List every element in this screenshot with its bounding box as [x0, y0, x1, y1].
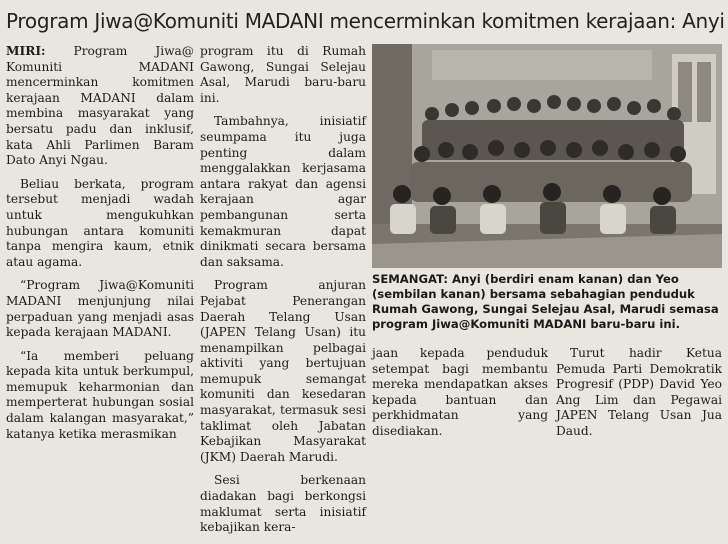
- article-paragraph: “Ia memberi peluang kepada kita untuk berkumpul, memupuk keharmonian dan memperterat hubungan sosial dalam kalangan masyarakat,” katanya ketika merasmikan: [6, 348, 194, 441]
- article-column-4: [556, 346, 722, 448]
- article-paragraph: Turut hadir Ketua Pemuda Parti Demokratik Progresif (PDP) David Yeo Ang Lim dan Pegawai JAPEN Telang Usan Jua Daud.: [556, 346, 722, 438]
- article-paragraph: Beliau berkata, program tersebut menjadi wadah untuk mengukuhkan hubungan antara komuniti tanpa mengira kaum, etnik atau agama.: [6, 176, 194, 269]
- photo-caption: SEMANGAT: Anyi (berdiri enam kanan) dan Yeo (sembilan kanan) bersama sebahagian penduduk Rumah Gawong, Sungai Selejau Asal, Marudi semasa program Jiwa@Komuniti MADANI baru-baru ini.: [372, 272, 719, 331]
- article-paragraph: program itu di Rumah Gawong, Sungai Selejau Asal, Marudi baru-baru ini.: [200, 44, 366, 105]
- headline: Program Jiwa@Komuniti MADANI mencerminkan komitmen kerajaan: Anyi: [6, 9, 725, 33]
- article-column-1: [6, 44, 194, 450]
- article-paragraph: [6, 44, 194, 169]
- article-column-2: [200, 44, 366, 544]
- paragraph-text: Program Jiwa@ Komuniti MADANI mencerminkan komitmen kerajaan MADANI dalam membina masyarakat yang bersatu padu dan inklusif, kata Ahli Parlimen Baram Dato Anyi Ngau.: [6, 44, 194, 168]
- group-photo-illustration: [372, 44, 722, 268]
- article-column-3: [372, 346, 548, 448]
- group-photo: [372, 44, 722, 268]
- article-paragraph: Program anjuran Pejabat Penerangan Daerah Telang Usan (JAPEN Telang Usan) itu menampilkan pelbagai aktiviti yang bertujuan memupuk semangat komuniti dan kesedaran masyarakat, termasuk sesi taklimat oleh Jabatan Kebajikan Masyarakat (JKM) Daerah Marudi.: [200, 278, 366, 464]
- article-paragraph: Tambahnya, inisiatif seumpama itu juga penting dalam menggalakkan kerjasama antara rakyat dan agensi kerajaan agar pembangunan serta kemakmuran dapat dinikmati secara bersama dan saksama.: [200, 114, 366, 269]
- article-paragraph: jaan kepada penduduk setempat bagi membantu mereka mendapatkan akses kepada bantuan dan perkhidmatan yang disediakan.: [372, 346, 548, 438]
- article-paragraph: “Program Jiwa@Komuniti MADANI menjunjung nilai perpaduan yang menjadi asas kepada kerajaan MADANI.: [6, 278, 194, 340]
- dateline: MIRI:: [6, 44, 46, 58]
- article-paragraph: Sesi berkenaan diadakan bagi berkongsi maklumat serta inisiatif kebajikan kera-: [200, 473, 366, 535]
